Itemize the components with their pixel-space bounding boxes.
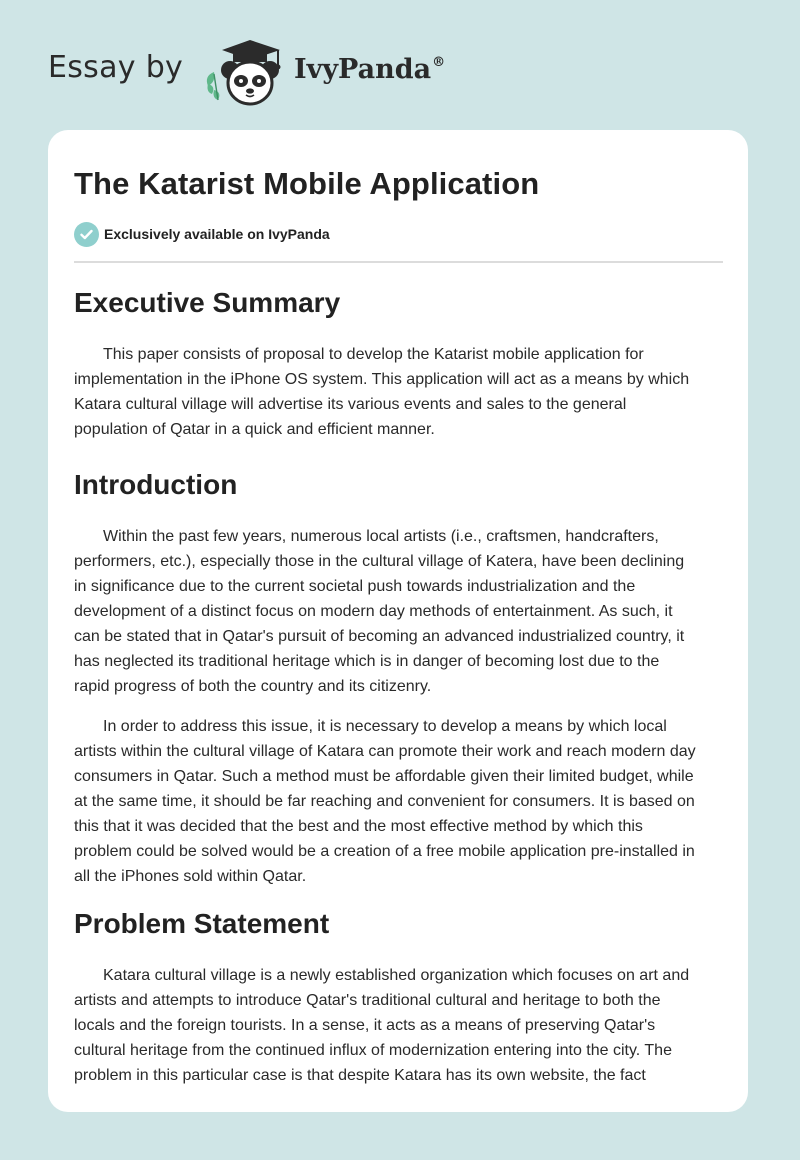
- paragraph: In order to address this issue, it is necessary to develop a means by which local artists within the cultural village of Katara can promote their work and reach modern day consumers in Qatar. Such a method must be affordable given their limited budget, while at the same time, it should be far reaching and convenient for consumers. It is based on this that it was decided that the best and the most effective method by which this problem could be solved would be a creation of a free mobile application pre-installed in all the iPhones sold within Qatar.: [74, 718, 696, 885]
- exclusive-label: Exclusively available on IvyPanda: [104, 226, 330, 242]
- exclusive-badge: [74, 221, 330, 247]
- section-heading: Problem Statement: [74, 908, 330, 939]
- paragraph: Katara cultural village is a newly established organization which focuses on art and artists and attempts to introduce Qatar's traditional cultural and heritage to both the locals and the foreign tourists. In a sense, it acts as a means of preserving Qatar's cultural heritage from the continued influx of modernization entering into the city. The problem in this particular case is that despite Katara has its own website, the fact: [74, 967, 690, 1084]
- trademark-symbol: ®: [432, 55, 446, 70]
- check-icon: [74, 222, 99, 247]
- title-divider: [74, 261, 723, 263]
- paragraph: This paper consists of proposal to develop the Katarist mobile application for implementation in the iPhone OS system. This application will act as a means by which Katara cultural village will advertise its various events and sales to the general population of Qatar in a quick and efficient manner.: [74, 346, 690, 438]
- essay-body: [74, 280, 723, 1088]
- essay-card: [48, 130, 748, 1112]
- brand-name[interactable]: IvyPanda®: [294, 54, 446, 85]
- panda-graduate-icon: [202, 36, 298, 108]
- page-title: The Katarist Mobile Application: [74, 166, 540, 201]
- ivypanda-logo[interactable]: [202, 36, 298, 108]
- paragraph: Within the past few years, numerous local artists (i.e., craftsmen, handcrafters, performers, etc.), especially those in the cultural village of Katera, have been declining in significance due to the current societal push towards industrialization and the development of a distinct focus on modern day methods of entertainment. As such, it can be stated that in Qatar's pursuit of becoming an advanced industrialized country, it has neglected its traditional heritage which is in danger of becoming lost due to the rapid progress of both the country and its citizenry.: [74, 528, 685, 695]
- section-heading: Executive Summary: [74, 287, 341, 318]
- section-heading: Introduction: [74, 469, 238, 500]
- essay-by-label: Essay by: [48, 50, 184, 85]
- site-header: [48, 36, 468, 108]
